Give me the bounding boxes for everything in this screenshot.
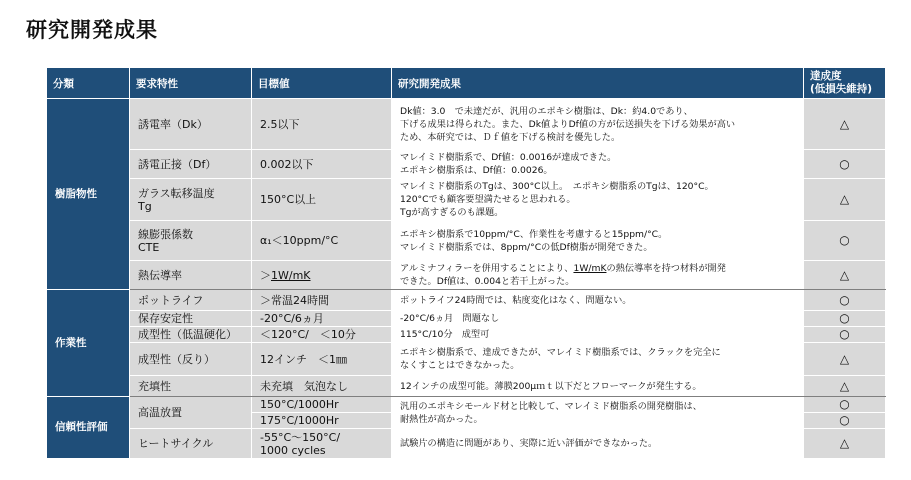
result-storage: -20°C/6ヵ月 問題なし — [392, 311, 804, 327]
result-line: 汎用のエポキシモールド材と比較して、マレイミド樹脂系の開発樹脂は、 — [400, 400, 702, 412]
target-df: 0.002以下 — [252, 150, 392, 179]
page-title: 研究開発成果 — [26, 18, 158, 42]
target-tg: 150°C以上 — [252, 179, 392, 221]
table-row — [47, 397, 886, 413]
target-high-temp-1: 150°C/1000Hr — [252, 397, 392, 413]
item-molding-warp: 成型性（反り） — [130, 343, 252, 376]
item-thermal: 熱伝導率 — [130, 261, 252, 290]
table-row — [47, 179, 886, 221]
item-tg — [130, 179, 252, 221]
table-row — [47, 221, 886, 261]
table-row — [47, 376, 886, 397]
result-df — [392, 150, 804, 179]
result-line: 下げる成果は得られた。また、Dk値よりDf値の方が伝送損失を下げる効果が高い — [400, 118, 736, 130]
target-heat-cycle-line1: -55°C～150°C/ — [260, 430, 341, 444]
achievement-df: ○ — [804, 150, 886, 179]
result-line: 耐熱性が高かった。 — [400, 413, 483, 425]
header-achievement — [804, 68, 886, 99]
achievement-thermal: △ — [804, 261, 886, 290]
result-line: Dk値：3.0 で未達だが、汎用のエポキシ樹脂は、Dk：約4.0であり、 — [400, 105, 693, 117]
item-storage: 保存安定性 — [130, 311, 252, 327]
table-row — [47, 311, 886, 327]
header-achievement-line1: 達成度 — [810, 70, 842, 82]
achievement-high-temp-1: ○ — [804, 397, 886, 413]
table-row — [47, 290, 886, 311]
item-cte-line1: 線膨張係数 — [138, 227, 193, 241]
category-workability: 作業性 — [47, 290, 130, 397]
result-line: エポキシ樹脂系で、達成できたが、マレイミド樹脂系では、クラックを完全に — [400, 347, 721, 358]
table-header-row — [47, 68, 886, 99]
result-heat-cycle: 試験片の構造に問題があり、実際に近い評価ができなかった。 — [392, 429, 804, 459]
target-potlife: ＞常温24時間 — [252, 290, 392, 311]
achievement-high-temp-2: ○ — [804, 413, 886, 429]
item-tg-line1: ガラス転移温度 — [138, 186, 215, 200]
achievement-potlife: ○ — [804, 290, 886, 311]
target-molding-warp: 12インチ ＜1㎜ — [252, 343, 392, 376]
item-heat-cycle: ヒートサイクル — [130, 429, 252, 459]
result-high-temp — [392, 397, 804, 429]
result-thermal-pre: アルミナフィラーを併用することにより、 — [400, 263, 574, 274]
result-tg — [392, 179, 804, 221]
achievement-molding-cure: ○ — [804, 327, 886, 343]
item-potlife: ポットライフ — [130, 290, 252, 311]
header-requirement: 要求特性 — [130, 68, 252, 99]
result-thermal-post: の熱伝導率を持つ材料が開発 — [606, 263, 726, 274]
achievement-dk: △ — [804, 99, 886, 150]
result-line — [400, 262, 795, 275]
achievement-filling: △ — [804, 376, 886, 397]
category-reliability: 信頼性評価 — [47, 397, 130, 459]
item-dk: 誘電率（Dk） — [130, 99, 252, 150]
item-df: 誘電正接（Df） — [130, 150, 252, 179]
result-molding-warp — [392, 343, 804, 376]
result-molding-cure: 115°C/10分 成型可 — [392, 327, 804, 343]
header-category: 分類 — [47, 68, 130, 99]
result-line: マレイミド樹脂系のTgは、300°C以上。 エポキシ樹脂系のTgは、120°C。 — [400, 181, 714, 192]
result-line: マレイミド樹脂系で、Df値：0.0016が達成できた。 — [400, 152, 617, 163]
achievement-heat-cycle: △ — [804, 429, 886, 459]
item-molding-cure: 成型性（低温硬化） — [130, 327, 252, 343]
result-line: Tgが高すぎるのも課題。 — [400, 207, 504, 218]
category-resin: 樹脂物性 — [47, 99, 130, 290]
result-thermal-unit: 1W/mK — [573, 263, 607, 274]
achievement-tg: △ — [804, 179, 886, 221]
result-dk — [392, 99, 804, 150]
table-row — [47, 343, 886, 376]
result-line: エポキシ樹脂系で10ppm/°C、作業性を考慮すると15ppm/°C。 — [400, 228, 668, 240]
target-thermal-unit: 1W/mK — [271, 268, 311, 282]
result-line: なくすことはできなかった。 — [400, 360, 520, 371]
header-target: 目標値 — [252, 68, 392, 99]
result-potlife: ポットライフ24時間では、粘度変化はなく、問題ない。 — [392, 290, 804, 311]
result-line: できた。Df値は、0.004と若干上がった。 — [400, 276, 575, 287]
achievement-cte: ○ — [804, 221, 886, 261]
target-filling: 未充填 気泡なし — [252, 376, 392, 397]
target-thermal-prefix: ＞ — [260, 268, 271, 282]
table-row — [47, 261, 886, 290]
result-filling: 12インチの成型可能。薄膜200μｍｔ以下だとフローマークが発生する。 — [392, 376, 804, 397]
table-row — [47, 327, 886, 343]
result-line: ため、本研究では、Ｄｆ値を下げる検討を優先した。 — [400, 131, 621, 143]
result-thermal — [392, 261, 804, 290]
result-line: 120°Cでも顧客要望満たせると思われる。 — [400, 194, 576, 205]
header-achievement-line2: (低損失維持) — [810, 83, 873, 95]
achievement-molding-warp: △ — [804, 343, 886, 376]
table-row — [47, 429, 886, 459]
table-row — [47, 150, 886, 179]
item-cte — [130, 221, 252, 261]
target-molding-cure: ＜120°C/ ＜10分 — [252, 327, 392, 343]
item-tg-line2: Tg — [138, 199, 152, 213]
result-line: エポキシ樹脂系は、Df値：0.0026。 — [400, 165, 553, 176]
target-storage: -20°C/6ヵ月 — [252, 311, 392, 327]
result-cte — [392, 221, 804, 261]
target-cte: α₁＜10ppm/°C — [252, 221, 392, 261]
item-cte-line2: CTE — [138, 240, 160, 254]
target-heat-cycle-line2: 1000 cycles — [260, 443, 326, 457]
achievement-storage: ○ — [804, 311, 886, 327]
target-heat-cycle — [252, 429, 392, 459]
results-table — [46, 67, 886, 459]
item-filling: 充填性 — [130, 376, 252, 397]
header-result: 研究開発成果 — [392, 68, 804, 99]
result-line: マレイミド樹脂系では、8ppm/°Cの低Df樹脂が開発できた。 — [400, 241, 653, 253]
target-high-temp-2: 175°C/1000Hr — [252, 413, 392, 429]
target-thermal — [252, 261, 392, 290]
item-high-temp: 高温放置 — [130, 397, 252, 429]
table-row — [47, 99, 886, 150]
target-dk: 2.5以下 — [252, 99, 392, 150]
